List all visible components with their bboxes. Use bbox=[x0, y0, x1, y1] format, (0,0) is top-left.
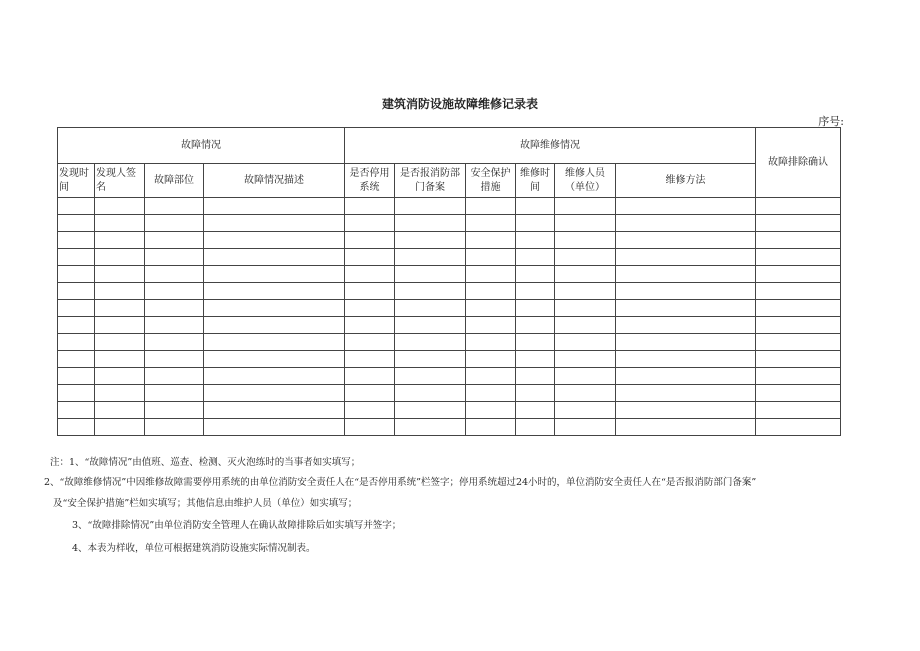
serial-number-label: 序号: bbox=[818, 115, 844, 128]
table-cell[interactable] bbox=[756, 198, 841, 215]
table-cell[interactable] bbox=[516, 215, 555, 232]
table-cell[interactable] bbox=[555, 419, 616, 436]
table-cell[interactable] bbox=[466, 402, 516, 419]
table-cell[interactable] bbox=[204, 419, 345, 436]
table-cell[interactable] bbox=[145, 419, 204, 436]
table-cell[interactable] bbox=[145, 300, 204, 317]
table-cell[interactable] bbox=[555, 385, 616, 402]
table-cell[interactable] bbox=[516, 402, 555, 419]
table-cell[interactable] bbox=[395, 300, 466, 317]
table-row bbox=[58, 402, 841, 419]
table-cell[interactable] bbox=[516, 334, 555, 351]
table-cell[interactable] bbox=[345, 368, 395, 385]
table-cell[interactable] bbox=[616, 351, 756, 368]
table-cell[interactable] bbox=[204, 198, 345, 215]
table-cell[interactable] bbox=[145, 334, 204, 351]
header-fault-group: 故障情况 bbox=[58, 128, 345, 164]
table-cell[interactable] bbox=[95, 385, 145, 402]
table-cell[interactable] bbox=[95, 215, 145, 232]
table-cell[interactable] bbox=[204, 283, 345, 300]
note-1: 注：1、“故障情况”由值班、巡查、检测、灭火泡练时的当事者如实填写； bbox=[50, 457, 361, 468]
note-2: 2、“故障维修情况”中因维修故障需要停用系统的由单位消防安全责任人在“是否停用系统”栏签字；停用系统超过24小时的，单位消防安全责任人在“是否报消防部门备案” bbox=[44, 477, 757, 488]
table-cell[interactable] bbox=[516, 300, 555, 317]
table-cell[interactable] bbox=[756, 249, 841, 266]
table-cell[interactable] bbox=[345, 198, 395, 215]
table-cell[interactable] bbox=[95, 249, 145, 266]
table-cell[interactable] bbox=[555, 249, 616, 266]
table-cell[interactable] bbox=[756, 368, 841, 385]
table-cell[interactable] bbox=[145, 232, 204, 249]
table-cell[interactable] bbox=[204, 317, 345, 334]
table-cell[interactable] bbox=[395, 334, 466, 351]
table-cell[interactable] bbox=[95, 198, 145, 215]
table-cell[interactable] bbox=[555, 351, 616, 368]
table-cell[interactable] bbox=[95, 368, 145, 385]
table-cell[interactable] bbox=[466, 351, 516, 368]
col-fire-dept-filing: 是否报消防部门备案 bbox=[395, 164, 466, 198]
table-cell[interactable] bbox=[516, 266, 555, 283]
table-cell[interactable] bbox=[145, 198, 204, 215]
col-repair-method: 维修方法 bbox=[616, 164, 756, 198]
table-cell[interactable] bbox=[95, 351, 145, 368]
table-cell[interactable] bbox=[616, 232, 756, 249]
col-discoverer-signature: 发现人签名 bbox=[95, 164, 145, 198]
table-cell[interactable] bbox=[516, 198, 555, 215]
table-cell[interactable] bbox=[516, 368, 555, 385]
table-cell[interactable] bbox=[756, 334, 841, 351]
table-cell[interactable] bbox=[345, 300, 395, 317]
table-cell[interactable] bbox=[95, 283, 145, 300]
table-cell[interactable] bbox=[58, 317, 95, 334]
table-cell[interactable] bbox=[58, 419, 95, 436]
header-repair-group: 故障维修情况 bbox=[345, 128, 756, 164]
table-cell[interactable] bbox=[756, 283, 841, 300]
header-confirm: 故障排除确认 bbox=[756, 128, 841, 198]
table-cell[interactable] bbox=[616, 283, 756, 300]
table-row bbox=[58, 419, 841, 436]
table-cell[interactable] bbox=[466, 283, 516, 300]
table-cell[interactable] bbox=[204, 215, 345, 232]
table-cell[interactable] bbox=[395, 385, 466, 402]
table-cell[interactable] bbox=[756, 266, 841, 283]
table-cell[interactable] bbox=[145, 368, 204, 385]
table-cell[interactable] bbox=[466, 300, 516, 317]
table-cell[interactable] bbox=[95, 317, 145, 334]
table-cell[interactable] bbox=[58, 402, 95, 419]
table-cell[interactable] bbox=[466, 232, 516, 249]
table-cell[interactable] bbox=[466, 419, 516, 436]
table-cell[interactable] bbox=[58, 249, 95, 266]
table-cell[interactable] bbox=[395, 198, 466, 215]
table-cell[interactable] bbox=[395, 215, 466, 232]
table-cell[interactable] bbox=[516, 232, 555, 249]
table-cell[interactable] bbox=[516, 419, 555, 436]
table-cell[interactable] bbox=[516, 249, 555, 266]
table-cell[interactable] bbox=[555, 266, 616, 283]
table-cell[interactable] bbox=[345, 283, 395, 300]
table-cell[interactable] bbox=[756, 351, 841, 368]
note-4: 4、本表为样收，单位可根据建筑消防设施实际情况制表。 bbox=[72, 543, 316, 554]
note-2-continued: 及“安全保护措施”栏如实填写；其他信息由维护人员（单位）如实填写； bbox=[53, 498, 358, 509]
table-cell[interactable] bbox=[204, 351, 345, 368]
note-3: 3、“故障排除情况”由单位消防安全管理人在确认故障排除后如实填写并签字； bbox=[72, 520, 402, 531]
table-cell[interactable] bbox=[466, 215, 516, 232]
table-cell[interactable] bbox=[616, 215, 756, 232]
table-cell[interactable] bbox=[555, 232, 616, 249]
table-cell[interactable] bbox=[58, 198, 95, 215]
table-cell[interactable] bbox=[345, 317, 395, 334]
table-cell[interactable] bbox=[95, 232, 145, 249]
table-cell[interactable] bbox=[58, 334, 95, 351]
table-cell[interactable] bbox=[516, 317, 555, 334]
table-cell[interactable] bbox=[756, 215, 841, 232]
table-row bbox=[58, 300, 841, 317]
table-cell[interactable] bbox=[466, 266, 516, 283]
table-cell[interactable] bbox=[204, 300, 345, 317]
table-row bbox=[58, 215, 841, 232]
table-cell[interactable] bbox=[58, 351, 95, 368]
table-cell[interactable] bbox=[395, 266, 466, 283]
table-cell[interactable] bbox=[616, 317, 756, 334]
table-cell[interactable] bbox=[395, 402, 466, 419]
table-row bbox=[58, 266, 841, 283]
table-cell[interactable] bbox=[395, 351, 466, 368]
table-cell[interactable] bbox=[145, 266, 204, 283]
table-cell[interactable] bbox=[58, 385, 95, 402]
table-row bbox=[58, 317, 841, 334]
table-row bbox=[58, 368, 841, 385]
table-cell[interactable] bbox=[616, 419, 756, 436]
table-cell[interactable] bbox=[58, 232, 95, 249]
table-cell[interactable] bbox=[555, 215, 616, 232]
table-cell[interactable] bbox=[555, 300, 616, 317]
table-cell[interactable] bbox=[756, 300, 841, 317]
table-cell[interactable] bbox=[616, 266, 756, 283]
table-cell[interactable] bbox=[345, 266, 395, 283]
table-cell[interactable] bbox=[345, 351, 395, 368]
col-discovery-time: 发现时间 bbox=[58, 164, 95, 198]
table-cell[interactable] bbox=[145, 385, 204, 402]
table-row bbox=[58, 198, 841, 215]
table-cell[interactable] bbox=[95, 419, 145, 436]
table-cell[interactable] bbox=[204, 334, 345, 351]
table-cell[interactable] bbox=[95, 300, 145, 317]
table-cell[interactable] bbox=[345, 215, 395, 232]
table-cell[interactable] bbox=[204, 266, 345, 283]
table-row bbox=[58, 232, 841, 249]
table-cell[interactable] bbox=[616, 368, 756, 385]
table-cell[interactable] bbox=[145, 283, 204, 300]
table-row bbox=[58, 351, 841, 368]
table-cell[interactable] bbox=[145, 351, 204, 368]
table-cell[interactable] bbox=[58, 368, 95, 385]
table-cell[interactable] bbox=[516, 351, 555, 368]
table-cell[interactable] bbox=[756, 419, 841, 436]
table-cell[interactable] bbox=[616, 385, 756, 402]
table-cell[interactable] bbox=[395, 419, 466, 436]
col-safety-measures: 安全保护措施 bbox=[466, 164, 516, 198]
table-cell[interactable] bbox=[395, 249, 466, 266]
col-repair-time: 维修时间 bbox=[516, 164, 555, 198]
table-cell[interactable] bbox=[58, 215, 95, 232]
col-fault-description: 故障情况描述 bbox=[204, 164, 345, 198]
table-cell[interactable] bbox=[345, 249, 395, 266]
table-cell[interactable] bbox=[395, 317, 466, 334]
table-cell[interactable] bbox=[345, 385, 395, 402]
table-cell[interactable] bbox=[345, 232, 395, 249]
table-cell[interactable] bbox=[58, 266, 95, 283]
table-cell[interactable] bbox=[555, 317, 616, 334]
table-cell[interactable] bbox=[555, 198, 616, 215]
table-cell[interactable] bbox=[204, 232, 345, 249]
col-fault-location: 故障部位 bbox=[145, 164, 204, 198]
table-cell[interactable] bbox=[95, 266, 145, 283]
table-cell[interactable] bbox=[516, 385, 555, 402]
col-system-disabled: 是否停用系统 bbox=[345, 164, 395, 198]
table-cell[interactable] bbox=[345, 419, 395, 436]
table-cell[interactable] bbox=[466, 368, 516, 385]
table-cell[interactable] bbox=[616, 334, 756, 351]
table-cell[interactable] bbox=[616, 198, 756, 215]
table-cell[interactable] bbox=[58, 300, 95, 317]
table-cell[interactable] bbox=[756, 232, 841, 249]
table-cell[interactable] bbox=[555, 402, 616, 419]
table-row bbox=[58, 283, 841, 300]
table-cell[interactable] bbox=[555, 283, 616, 300]
table-cell[interactable] bbox=[516, 283, 555, 300]
fault-repair-table bbox=[57, 127, 841, 436]
table-cell[interactable] bbox=[466, 334, 516, 351]
table-cell[interactable] bbox=[204, 402, 345, 419]
table-cell[interactable] bbox=[616, 249, 756, 266]
table-cell[interactable] bbox=[466, 198, 516, 215]
table-cell[interactable] bbox=[466, 385, 516, 402]
table-cell[interactable] bbox=[616, 402, 756, 419]
table-cell[interactable] bbox=[204, 249, 345, 266]
table-cell[interactable] bbox=[466, 317, 516, 334]
table-cell[interactable] bbox=[395, 368, 466, 385]
table-cell[interactable] bbox=[345, 334, 395, 351]
table-cell[interactable] bbox=[555, 368, 616, 385]
table-cell[interactable] bbox=[95, 402, 145, 419]
table-cell[interactable] bbox=[395, 283, 466, 300]
table-cell[interactable] bbox=[345, 402, 395, 419]
col-repair-personnel: 维修人员（单位） bbox=[555, 164, 616, 198]
table-cell[interactable] bbox=[756, 317, 841, 334]
table-cell[interactable] bbox=[145, 317, 204, 334]
table-cell[interactable] bbox=[58, 283, 95, 300]
table-cell[interactable] bbox=[616, 300, 756, 317]
table-cell[interactable] bbox=[95, 334, 145, 351]
table-cell[interactable] bbox=[756, 402, 841, 419]
table-cell[interactable] bbox=[145, 249, 204, 266]
table-cell[interactable] bbox=[555, 334, 616, 351]
form-title: 建筑消防设施故障维修记录表 bbox=[381, 97, 538, 111]
header-row-columns bbox=[58, 164, 841, 198]
table-cell[interactable] bbox=[204, 385, 345, 402]
table-cell[interactable] bbox=[145, 215, 204, 232]
table-row bbox=[58, 249, 841, 266]
header-row-groups bbox=[58, 128, 841, 164]
table-cell[interactable] bbox=[145, 402, 204, 419]
table-cell[interactable] bbox=[395, 232, 466, 249]
table-row bbox=[58, 334, 841, 351]
table-cell[interactable] bbox=[756, 385, 841, 402]
table-cell[interactable] bbox=[204, 368, 345, 385]
table-row bbox=[58, 385, 841, 402]
table-cell[interactable] bbox=[466, 249, 516, 266]
